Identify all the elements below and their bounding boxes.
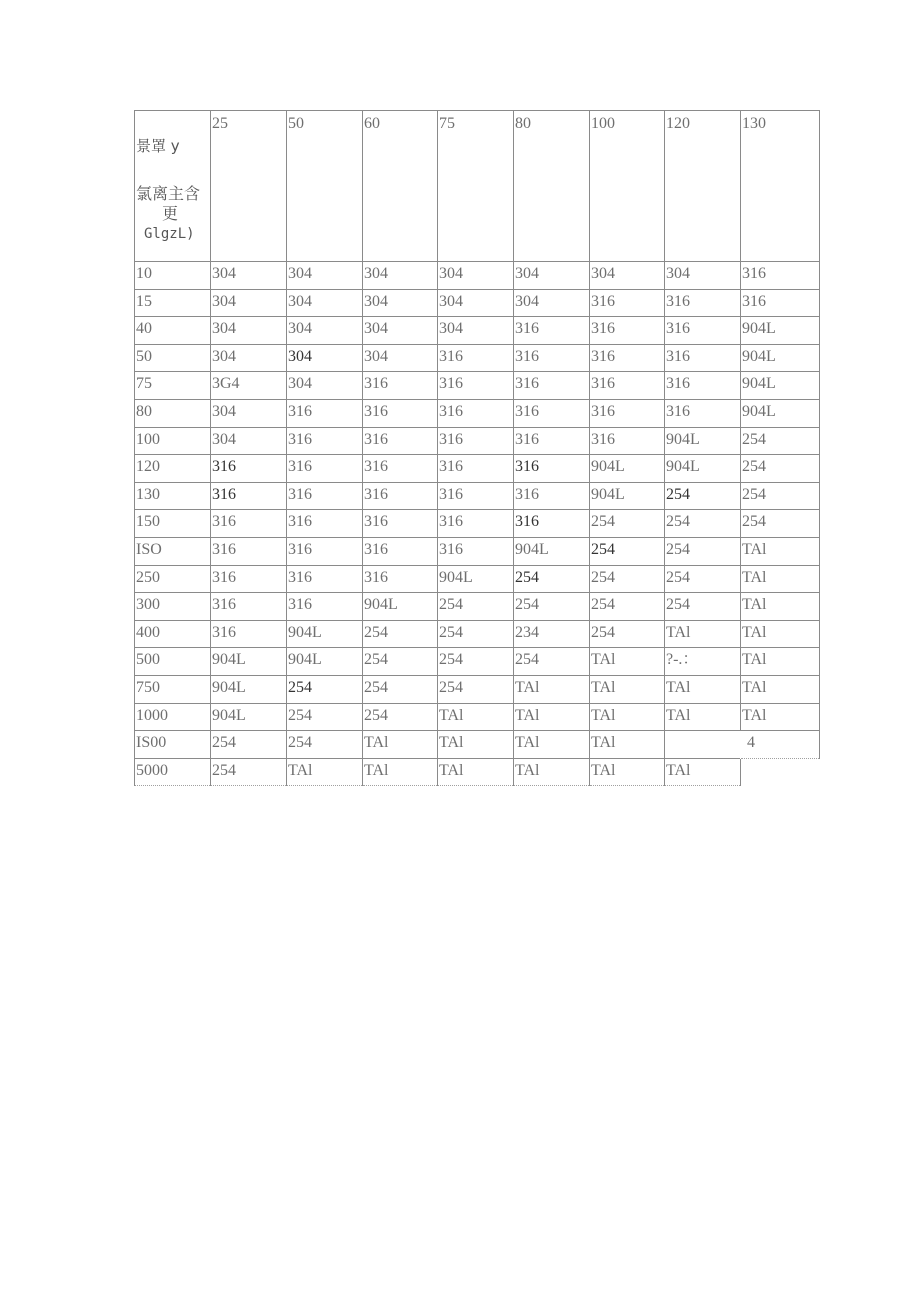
table-cell: 316 — [438, 344, 514, 372]
table-row — [135, 565, 820, 593]
column-header: 120 — [665, 111, 741, 262]
table-cell: 904L — [287, 620, 363, 648]
table-cell: 304 — [438, 289, 514, 317]
corner-line-4: GlgzL) — [144, 226, 195, 242]
table-cell: 304 — [438, 262, 514, 290]
table-cell: 316 — [590, 317, 665, 345]
table-cell: 316 — [363, 372, 438, 400]
table-cell: TAl — [741, 675, 820, 703]
table-cell: 316 — [514, 399, 590, 427]
table-cell: 316 — [514, 482, 590, 510]
table-cell: 304 — [287, 289, 363, 317]
table-row — [135, 648, 820, 676]
table-cell: 304 — [363, 289, 438, 317]
table-row — [135, 537, 820, 565]
table-cell: 316 — [590, 344, 665, 372]
table-cell: 316 — [211, 510, 287, 538]
column-header: 130 — [741, 111, 820, 262]
table-cell: 316 — [665, 344, 741, 372]
table-cell: 316 — [363, 565, 438, 593]
table-row — [135, 593, 820, 621]
table-cell: 316 — [514, 510, 590, 538]
table-cell: 316 — [438, 399, 514, 427]
table-cell: TAl — [438, 758, 514, 786]
table-row — [135, 482, 820, 510]
table-cell: 316 — [211, 565, 287, 593]
table-cell: 316 — [287, 593, 363, 621]
table-cell: TAl — [514, 731, 590, 759]
table-body — [135, 111, 820, 786]
table-cell: 304 — [363, 317, 438, 345]
row-header: 130 — [135, 482, 211, 510]
column-header: 100 — [590, 111, 665, 262]
row-header: 400 — [135, 620, 211, 648]
table-cell: TAl — [741, 565, 820, 593]
table-row — [135, 620, 820, 648]
table-cell: 904L — [741, 317, 820, 345]
table-cell: 234 — [514, 620, 590, 648]
table-cell: 254 — [590, 620, 665, 648]
table-row — [135, 758, 820, 786]
table-cell: TAl — [514, 675, 590, 703]
table-cell: 316 — [438, 455, 514, 483]
table-cell: 904L — [211, 675, 287, 703]
table-cell: 254 — [590, 593, 665, 621]
table-cell: 316 — [211, 537, 287, 565]
table-cell: TAl — [665, 675, 741, 703]
table-row — [135, 262, 820, 290]
table-cell: 316 — [514, 317, 590, 345]
row-header: 100 — [135, 427, 211, 455]
table-row — [135, 731, 820, 759]
row-header: ISO — [135, 537, 211, 565]
table-cell: 254 — [590, 537, 665, 565]
table-cell: TAl — [590, 731, 665, 759]
table-cell: TAl — [363, 758, 438, 786]
table-cell: 304 — [363, 344, 438, 372]
table-cell: 254 — [590, 510, 665, 538]
table-cell: 304 — [211, 399, 287, 427]
table-cell: 254 — [287, 703, 363, 731]
table-cell: 316 — [287, 399, 363, 427]
table-cell: 316 — [211, 593, 287, 621]
table-cell: 904L — [287, 648, 363, 676]
column-header: 60 — [363, 111, 438, 262]
table-cell: 304 — [514, 289, 590, 317]
table-cell: 304 — [287, 344, 363, 372]
row-header: 250 — [135, 565, 211, 593]
material-selection-table — [134, 110, 820, 786]
table-cell: 254 — [741, 482, 820, 510]
table-cell: TAl — [514, 758, 590, 786]
table-cell: 254 — [287, 675, 363, 703]
column-header: 50 — [287, 111, 363, 262]
table-cell: 254 — [363, 648, 438, 676]
table-cell: 904L — [438, 565, 514, 593]
table-cell: 304 — [211, 317, 287, 345]
table-cell: 254 — [741, 510, 820, 538]
table-cell: 316 — [287, 427, 363, 455]
table-cell: 304 — [287, 317, 363, 345]
table-cell: 316 — [287, 565, 363, 593]
table-cell: 316 — [438, 482, 514, 510]
row-header: 5000 — [135, 758, 211, 786]
table-cell: 316 — [590, 372, 665, 400]
table-cell: 316 — [287, 455, 363, 483]
table-cell: 254 — [741, 455, 820, 483]
table-cell: 316 — [363, 399, 438, 427]
column-header: 80 — [514, 111, 590, 262]
table-cell: 316 — [287, 510, 363, 538]
table-row — [135, 289, 820, 317]
table-row — [135, 675, 820, 703]
header-row — [135, 111, 820, 262]
table-cell: 304 — [211, 344, 287, 372]
table-cell: 304 — [287, 262, 363, 290]
table-cell: 316 — [665, 289, 741, 317]
table-cell: 254 — [438, 593, 514, 621]
table-cell: 254 — [514, 593, 590, 621]
table-cell: 904L — [211, 648, 287, 676]
table-cell: 304 — [514, 262, 590, 290]
table-cell: 3G4 — [211, 372, 287, 400]
table-cell: 316 — [665, 372, 741, 400]
table-cell: 304 — [438, 317, 514, 345]
table-cell: TAl — [363, 731, 438, 759]
row-header: 300 — [135, 593, 211, 621]
table-cell: TAl — [590, 675, 665, 703]
table-cell: 254 — [590, 565, 665, 593]
table-cell: 904L — [590, 482, 665, 510]
table-cell: 254 — [438, 648, 514, 676]
table-row — [135, 703, 820, 731]
table-cell: 316 — [590, 427, 665, 455]
table-cell: TAl — [287, 758, 363, 786]
table-cell: TAl — [590, 703, 665, 731]
table-cell: 316 — [287, 482, 363, 510]
table-cell: TAl — [741, 648, 820, 676]
table-row — [135, 344, 820, 372]
table-cell: 316 — [438, 427, 514, 455]
table-cell: 316 — [363, 455, 438, 483]
table-cell: 316 — [590, 289, 665, 317]
table-cell: 904L — [363, 593, 438, 621]
table-cell: 254 — [514, 648, 590, 676]
table-row — [135, 399, 820, 427]
table-cell: 316 — [514, 427, 590, 455]
row-header: 500 — [135, 648, 211, 676]
table-cell: TAl — [514, 703, 590, 731]
table-cell: 304 — [211, 289, 287, 317]
table-cell: 316 — [363, 482, 438, 510]
table-cell — [665, 731, 741, 759]
table-cell: TAl — [438, 731, 514, 759]
corner-header-cell — [135, 111, 211, 262]
table-cell: 304 — [211, 262, 287, 290]
table-cell: 904L — [514, 537, 590, 565]
table-cell: TAl — [438, 703, 514, 731]
table-cell: 316 — [514, 344, 590, 372]
table-cell: 254 — [665, 510, 741, 538]
table-cell: 316 — [363, 510, 438, 538]
table-cell: 254 — [665, 565, 741, 593]
table-cell: 316 — [211, 620, 287, 648]
table-cell: 254 — [363, 703, 438, 731]
corner-line-1: 景罩 y — [136, 137, 180, 155]
table-cell: 316 — [211, 455, 287, 483]
column-header: 75 — [438, 111, 514, 262]
table-cell: TAl — [741, 620, 820, 648]
table-cell: 254 — [287, 731, 363, 759]
table-cell: 904L — [741, 399, 820, 427]
table-cell: 904L — [665, 427, 741, 455]
table-cell: 316 — [514, 455, 590, 483]
row-header: 120 — [135, 455, 211, 483]
corner-line-3: 更 — [162, 204, 179, 223]
table-cell: 316 — [590, 399, 665, 427]
table-cell: TAl — [665, 758, 741, 786]
table-cell: 254 — [665, 593, 741, 621]
table-cell: 304 — [287, 372, 363, 400]
row-header: IS00 — [135, 731, 211, 759]
table-cell: 316 — [665, 399, 741, 427]
table-row — [135, 317, 820, 345]
table-cell: 316 — [514, 372, 590, 400]
table-cell: TAl — [590, 648, 665, 676]
row-header: 15 — [135, 289, 211, 317]
table-cell: 316 — [438, 537, 514, 565]
row-header: 10 — [135, 262, 211, 290]
row-header: 1000 — [135, 703, 211, 731]
table-cell: 904L — [741, 372, 820, 400]
row-header: 150 — [135, 510, 211, 538]
table-cell: TAl — [665, 620, 741, 648]
table-cell: 904L — [741, 344, 820, 372]
table-cell: 904L — [665, 455, 741, 483]
table-cell: 304 — [363, 262, 438, 290]
table-row — [135, 427, 820, 455]
row-header: 750 — [135, 675, 211, 703]
table-row — [135, 372, 820, 400]
table-cell: 904L — [590, 455, 665, 483]
table-cell: 254 — [211, 758, 287, 786]
row-header: 40 — [135, 317, 211, 345]
table-cell: 254 — [363, 620, 438, 648]
table-cell: 316 — [363, 537, 438, 565]
table-cell: 254 — [514, 565, 590, 593]
table-cell: 304 — [665, 262, 741, 290]
corner-line-2: 氯离主含 — [136, 184, 201, 203]
table-cell: 254 — [741, 427, 820, 455]
table-cell: 316 — [287, 537, 363, 565]
table-cell: TAl — [741, 703, 820, 731]
table-cell: 254 — [665, 482, 741, 510]
table-cell: ?-.： — [665, 648, 741, 676]
table-cell: 254 — [665, 537, 741, 565]
row-header: 50 — [135, 344, 211, 372]
table-cell: 254 — [438, 620, 514, 648]
row-header: 80 — [135, 399, 211, 427]
table-cell: TAl — [590, 758, 665, 786]
table-cell: 4 — [741, 731, 820, 759]
table-cell — [741, 758, 820, 786]
table-cell: 316 — [741, 289, 820, 317]
table-cell: 254 — [363, 675, 438, 703]
table-cell: 316 — [438, 510, 514, 538]
table-cell: TAl — [665, 703, 741, 731]
table-cell: 316 — [438, 372, 514, 400]
table-cell: 304 — [590, 262, 665, 290]
table-cell: 254 — [438, 675, 514, 703]
table-cell: 316 — [741, 262, 820, 290]
table-cell: 316 — [665, 317, 741, 345]
table-cell: 316 — [211, 482, 287, 510]
table-cell: TAl — [741, 537, 820, 565]
table-cell: 254 — [211, 731, 287, 759]
table-row — [135, 455, 820, 483]
table-cell: 904L — [211, 703, 287, 731]
column-header: 25 — [211, 111, 287, 262]
table-cell: TAl — [741, 593, 820, 621]
table-cell: 316 — [363, 427, 438, 455]
row-header: 75 — [135, 372, 211, 400]
table-cell: 304 — [211, 427, 287, 455]
table-row — [135, 510, 820, 538]
